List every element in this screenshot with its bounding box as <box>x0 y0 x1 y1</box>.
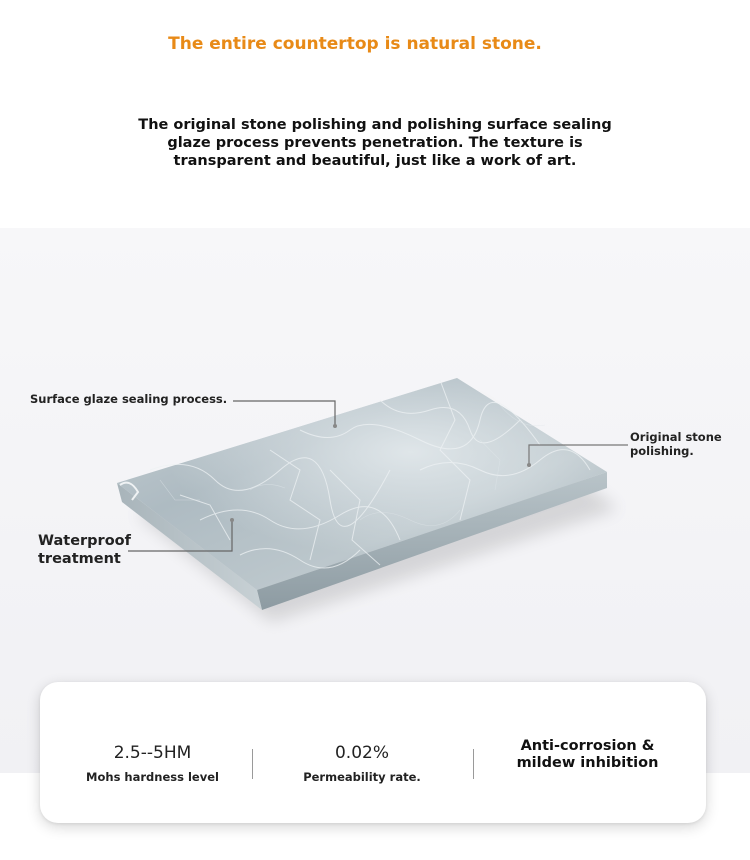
callout-original-stone: Original stone polishing. <box>630 430 722 458</box>
stat-label: Permeability rate. <box>303 770 421 784</box>
stat-hardness <box>60 682 245 823</box>
stat-anti-corrosion <box>490 682 685 823</box>
stat-value: Anti-corrosion & mildew inhibition <box>516 738 659 771</box>
page-title: The entire countertop is natural stone. <box>168 34 542 54</box>
intro-text: The original stone polishing and polishing surface sealing glaze process prevents penetration. The texture is transparent and beautiful, just like a work of art. <box>138 117 612 169</box>
stat-label: Mohs hardness level <box>86 770 219 784</box>
divider <box>473 749 474 779</box>
stats-card <box>40 682 706 823</box>
divider <box>252 749 253 779</box>
stat-value: 0.02% <box>334 743 389 763</box>
callout-waterproof: Waterproof treatment <box>38 533 131 567</box>
callout-surface-glaze: Surface glaze sealing process. <box>30 392 228 406</box>
stat-value: 2.5--5HM <box>113 743 192 763</box>
stat-permeability <box>272 682 452 823</box>
